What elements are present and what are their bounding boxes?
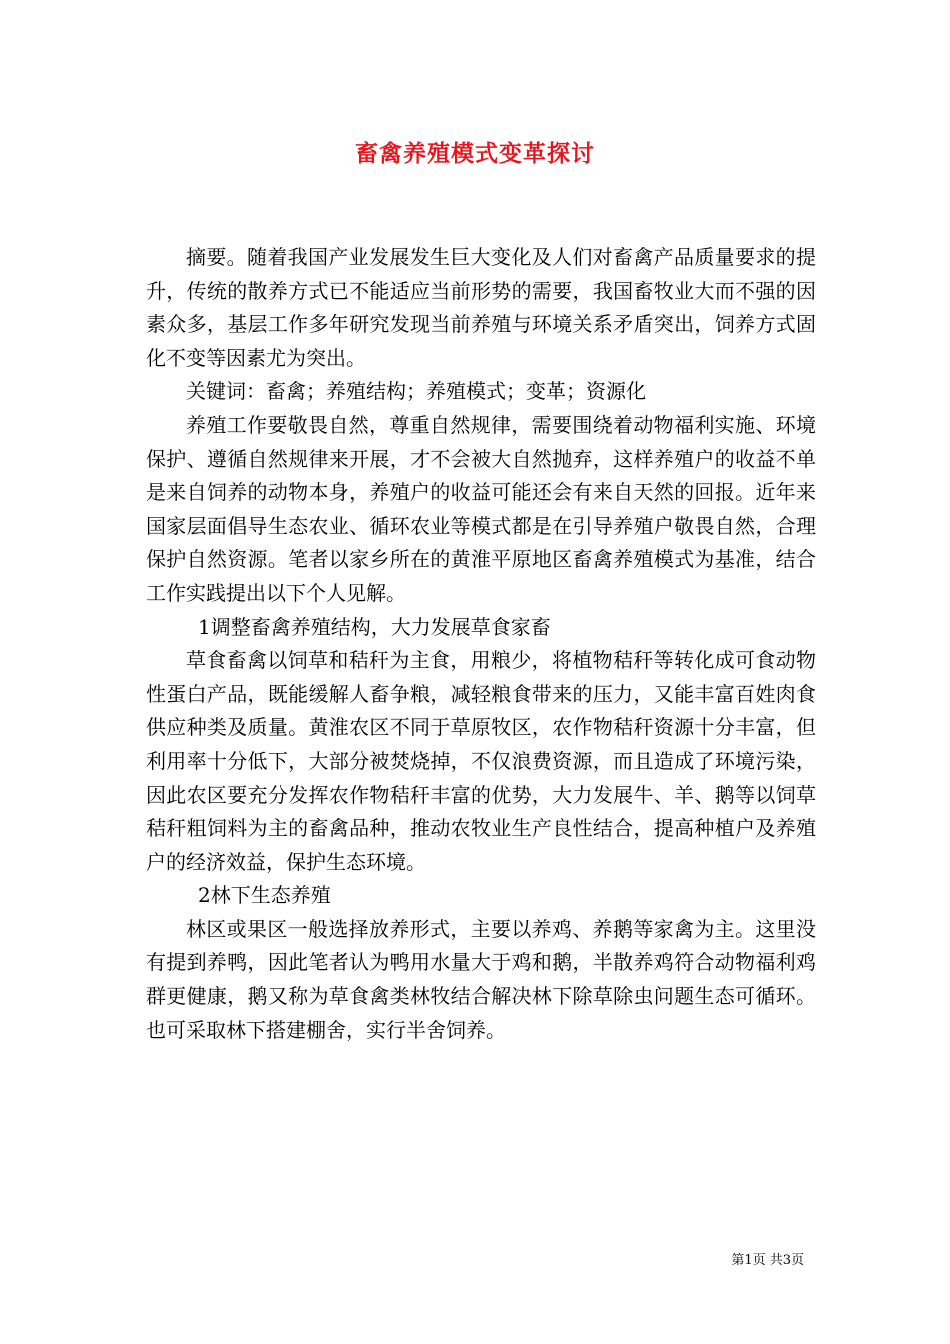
- keywords-paragraph: 关键词：畜禽；养殖结构；养殖模式；变革；资源化: [186, 379, 646, 404]
- intro-paragraph: 养殖工作要敬畏自然，尊重自然规律，需要围绕着动物福利实施、环境保护、遵循自然规律来开展，才不会被大自然抛弃，这样养殖户的收益不单是来自饲养的动物本身，养殖户的收益可能还会有来自天然的回报。近年来国家层面倡导生态农业、循环农业等模式都是在引导养殖户敬畏自然，合理保护自然资源。笔者以家乡所在的黄淮平原地区畜禽养殖模式为基准，结合工作实践提出以下个人见解。: [146, 412, 816, 605]
- section-heading-2: 2林下生态养殖: [198, 883, 331, 908]
- abstract-paragraph: 摘要。随着我国产业发展发生巨大变化及人们对畜禽产品质量要求的提升，传统的散养方式已不能适应当前形势的需要，我国畜牧业大而不强的因素众多，基层工作多年研究发现当前养殖与环境关系矛盾突出，饲养方式固化不变等因素尤为突出。: [146, 245, 816, 370]
- page-number: 第1页 共3页: [731, 1253, 804, 1268]
- section-2-paragraph: 林区或果区一般选择放养形式，主要以养鸡、养鹅等家禽为主。这里没有提到养鸭，因此笔者认为鸭用水量大于鸡和鹅，半散养鸡符合动物福利鸡群更健康，鹅又称为草食禽类林牧结合解决林下除草除虫问题生态可循环。也可采取林下搭建棚舍，实行半舍饲养。: [146, 916, 816, 1042]
- document-body: [146, 241, 816, 1047]
- section-1-paragraph: 草食畜禽以饲草和秸秆为主食，用粮少，将植物秸秆等转化成可食动物性蛋白产品，既能缓解人畜争粮，减轻粮食带来的压力，又能丰富百姓肉食供应种类及质量。黄淮农区不同于草原牧区，农作物秸秆资源十分丰富，但利用率十分低下，大部分被焚烧掉，不仅浪费资源，而且造成了环境污染，因此农区要充分发挥农作物秸秆丰富的优势，大力发展牛、羊、鹅等以饲草秸秆粗饲料为主的畜禽品种，推动农牧业生产良性结合，提高种植户及养殖户的经济效益，保护生态环境。: [146, 648, 816, 874]
- section-heading-1: 1调整畜禽养殖结构，大力发展草食家畜: [198, 614, 551, 639]
- document-title: 畜禽养殖模式变革探讨: [355, 140, 595, 167]
